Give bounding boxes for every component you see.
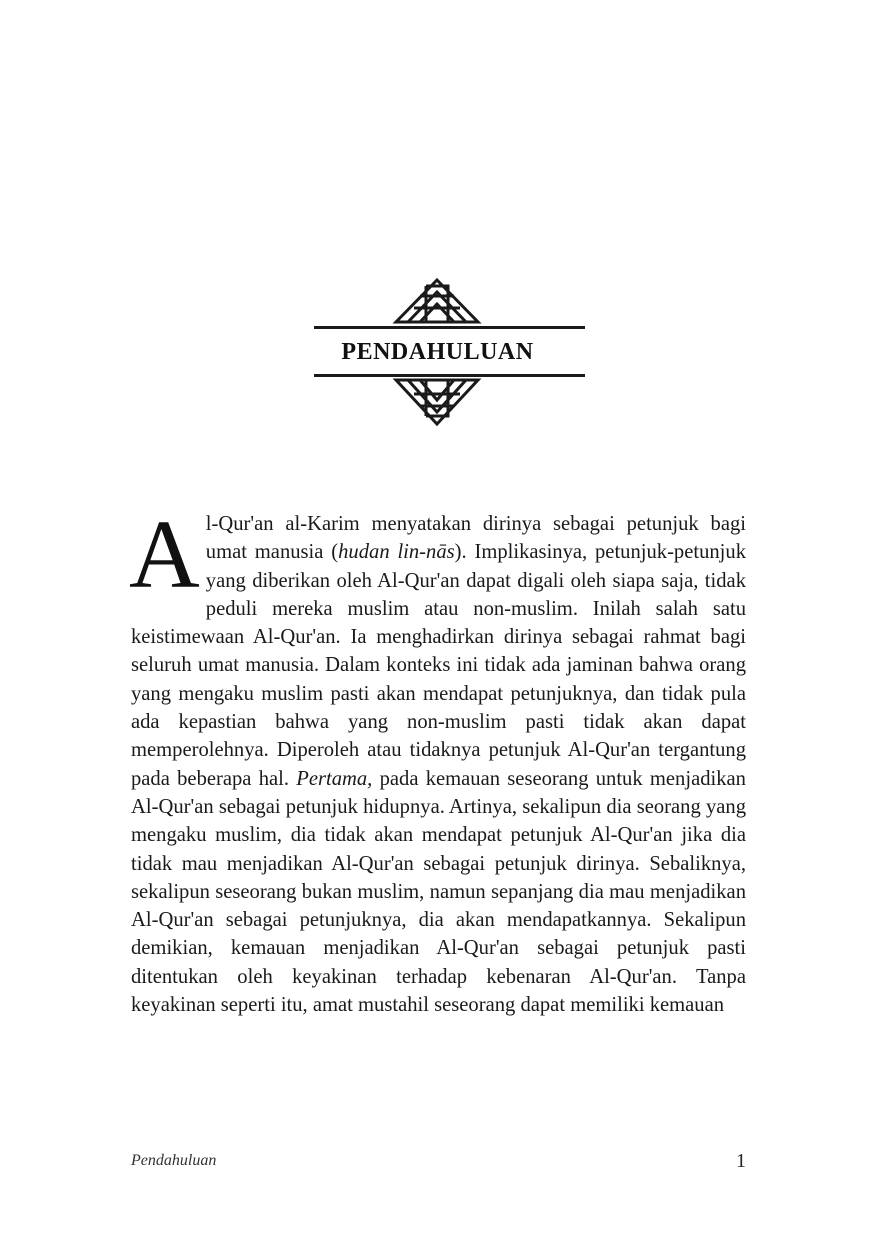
chapter-title: PENDAHULUAN <box>341 339 534 365</box>
body-paragraph <box>129 501 746 1019</box>
italic-word-pertama: Pertama, <box>296 767 373 790</box>
italic-phrase-hudan: hudan lin-nās <box>338 541 455 564</box>
paragraph-text-rest: pada kemauan seseorang untuk menjadikan Al-Qur'an sebagai petunjuk hidupnya. Artinya, sekalipun dia seorang yang mengaku muslim, dia tidak akan mendapat petunjuk Al-Qur'an jika dia tidak mau menjadikan Al-Qur'an sebagai petunjuk dirinya. Sebaliknya, sekalipun seseorang bukan muslim, namun sepanjang dia mau menjadikan Al-Qur'an sebagai petunjuknya, dia akan mendapatkannya. Sekalipun demikian, kemauan menjadikan Al-Qur'an sebagai petunjuk pasti ditentukan oleh keyakinan terhadap kebenaran Al-Qur'an. Tanpa keyakinan seperti itu, amat mustahil seseorang dapat memiliki kemauan <box>131 767 746 1017</box>
running-footer-title: Pendahuluan <box>131 1152 217 1169</box>
drop-cap: A <box>129 501 200 609</box>
chapter-heading <box>0 272 875 432</box>
paragraph-text-main: ). Implikasinya, petunjuk-petunjuk yang diberikan oleh Al-Qur'an dapat digali oleh siapa saja, tidak peduli mereka muslim atau non-muslim. Inilah salah satu keistimewaan Al-Qur'an. Ia menghadirkan dirinya sebagai rahmat bagi seluruh umat manusia. Dalam konteks ini tidak ada jaminan bahwa orang yang mengaku muslim pasti akan mendapat petunjuknya, dan tidak pula ada kepastian bahwa yang non-muslim pasti tidak akan dapat memperolehnya. Diperoleh atau tidaknya petunjuk Al-Qur'an tergantung pada beberapa hal. <box>131 541 746 790</box>
paragraph-text-intro: l-Qur'an al-Karim menyatakan dirinya sebagai petunjuk bagi umat manusia ( <box>205 513 746 564</box>
page-number: 1 <box>736 1150 746 1172</box>
